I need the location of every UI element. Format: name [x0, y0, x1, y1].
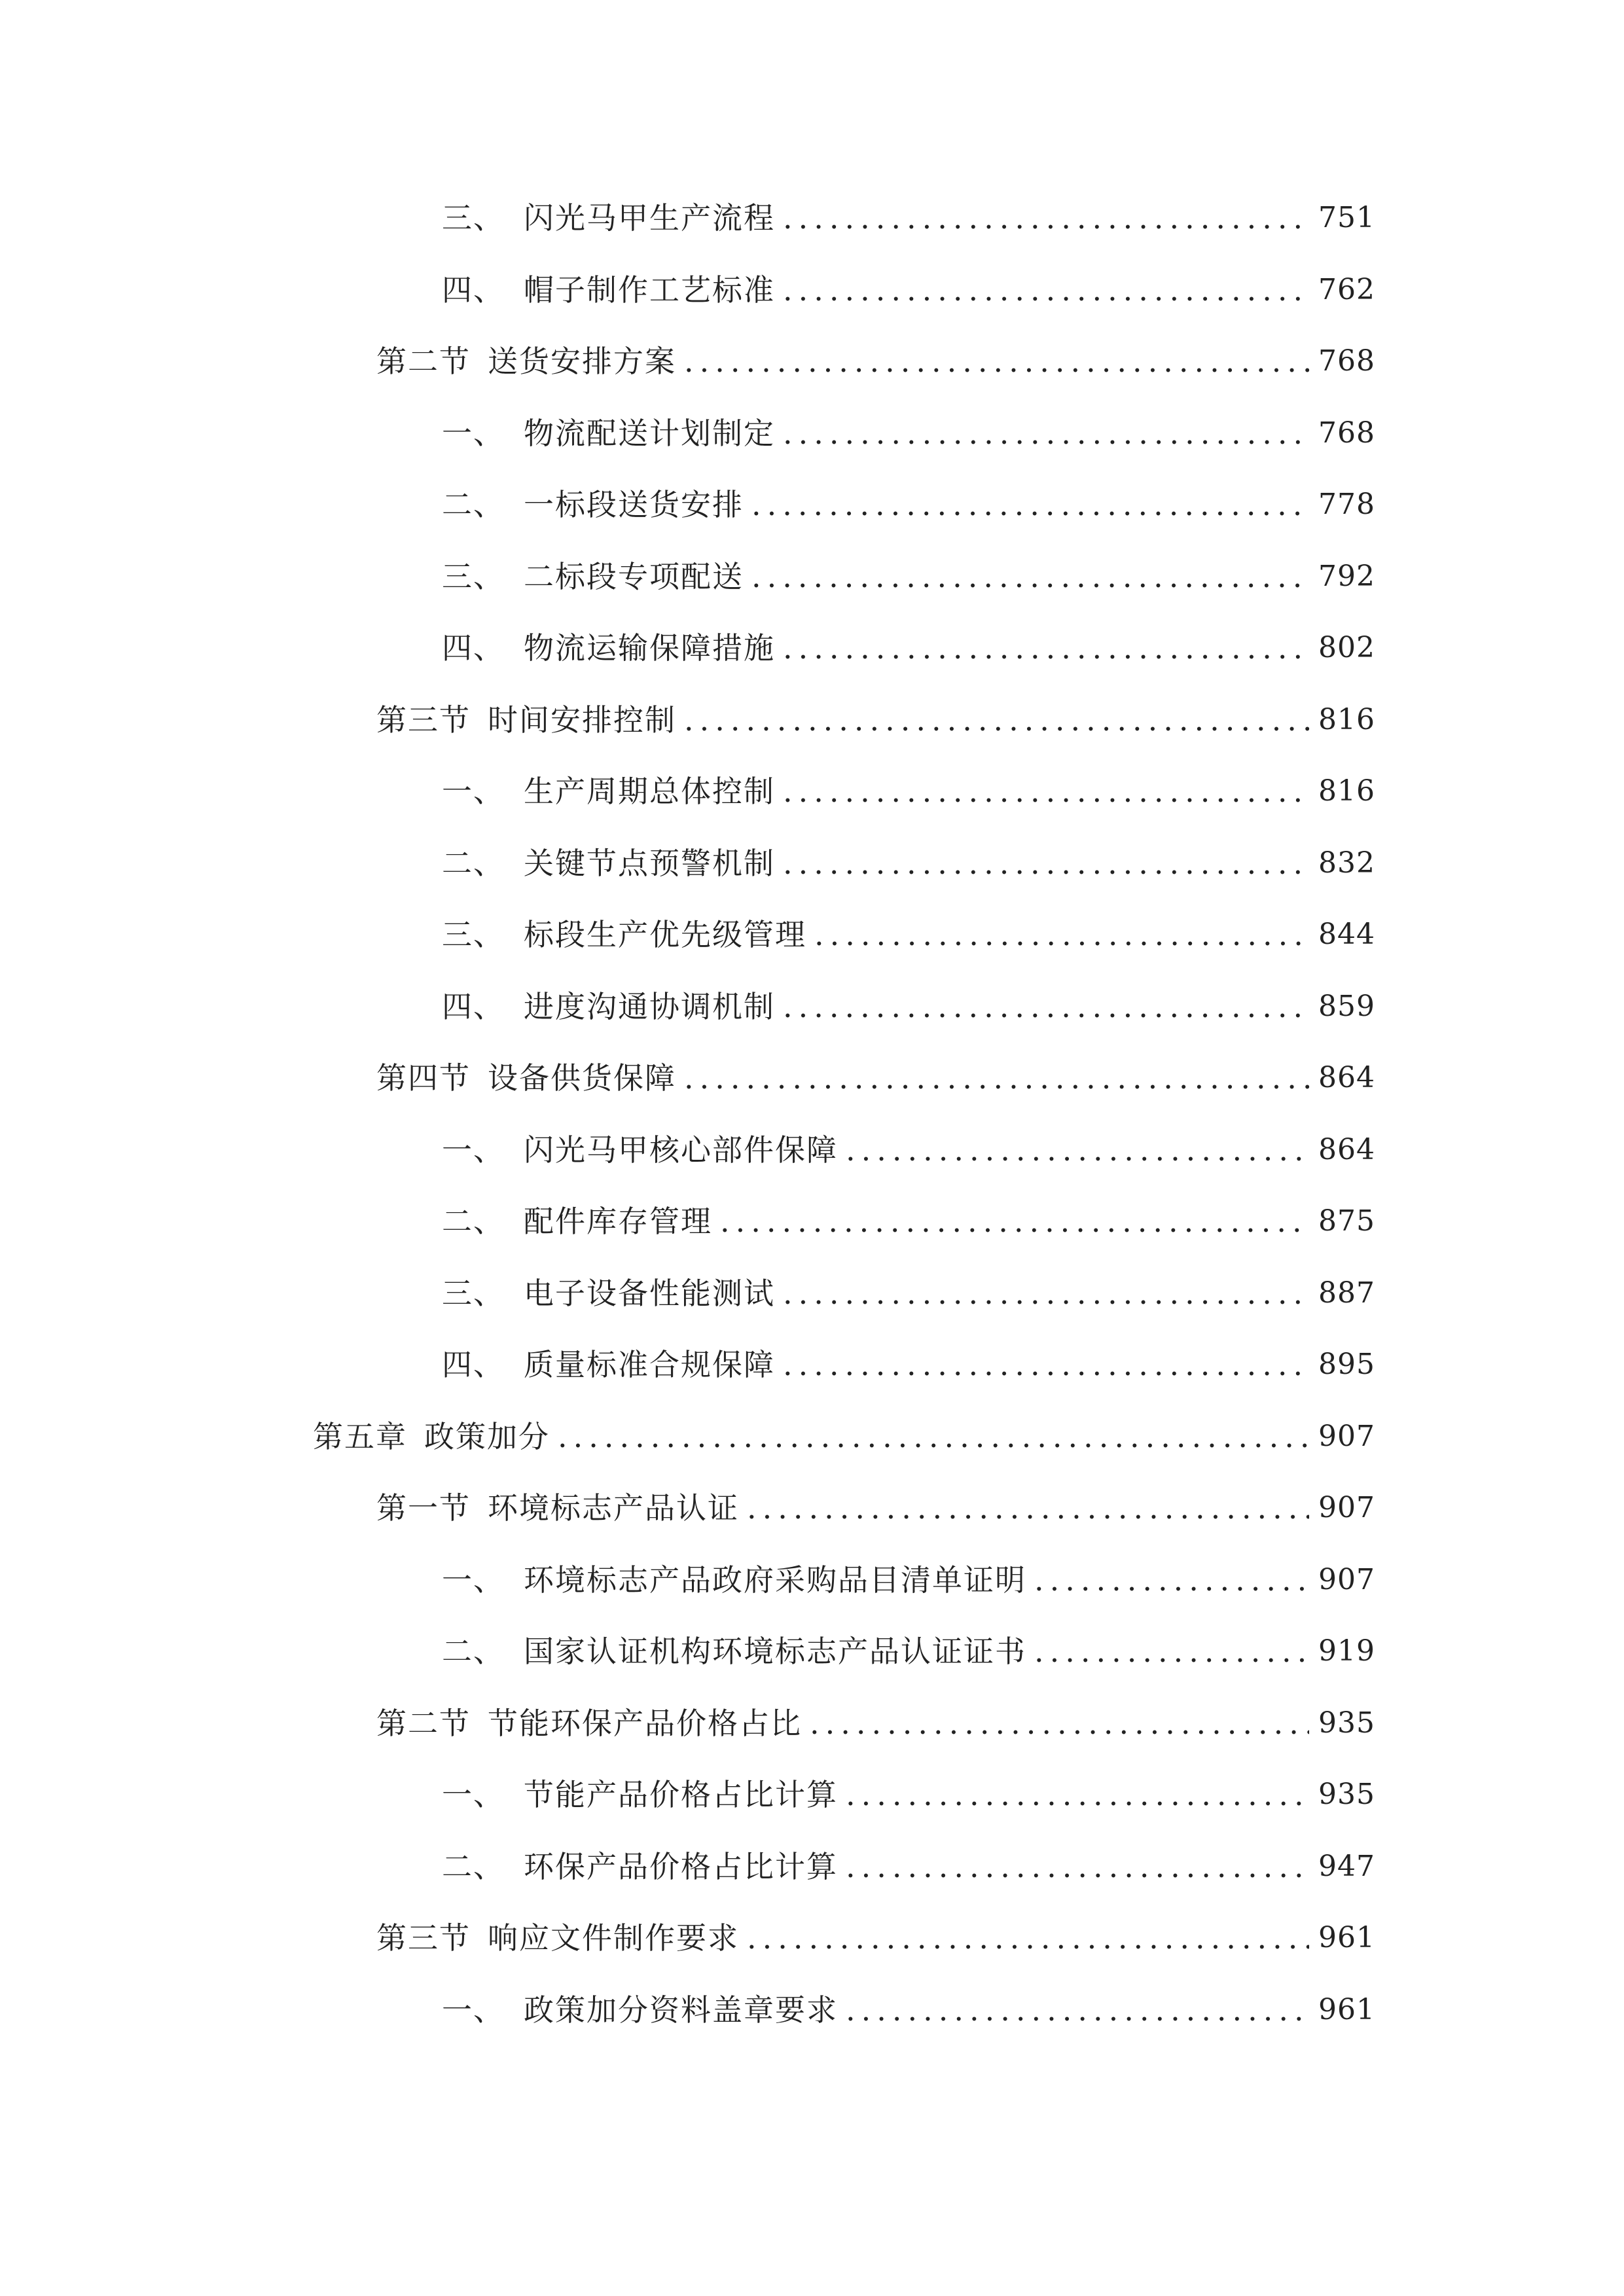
toc-entry[interactable] [442, 554, 1375, 600]
toc-entry-title: 政策加分 [424, 1419, 550, 1454]
toc-entry-number: 二、 [442, 1849, 505, 1884]
toc-entry-number: 第三节 [376, 1920, 471, 1956]
toc-dot-leader [783, 195, 1309, 241]
toc-entry-page: 844 [1318, 918, 1375, 951]
toc-dot-leader [720, 1198, 1309, 1244]
toc-dot-leader [783, 768, 1309, 814]
toc-entry[interactable] [442, 195, 1375, 241]
toc-entry-page: 961 [1318, 1921, 1375, 1954]
toc-entry-number: 第五章 [313, 1419, 407, 1454]
toc-entry-title: 时间安排控制 [488, 702, 676, 738]
toc-entry[interactable] [442, 1342, 1375, 1388]
toc-dot-leader [783, 625, 1309, 671]
toc-entry-page: 751 [1318, 201, 1375, 234]
toc-entry-title: 设备供货保障 [488, 1060, 676, 1096]
toc-entry-title: 响应文件制作要求 [488, 1920, 739, 1956]
toc-entry[interactable] [442, 840, 1375, 886]
toc-entry-title: 环境标志产品政府采购品目清单证明 [524, 1562, 1026, 1598]
toc-entry[interactable] [442, 625, 1375, 671]
toc-entry[interactable] [442, 1628, 1375, 1674]
toc-entry-page: 935 [1318, 1778, 1375, 1811]
toc-entry-page: 762 [1318, 273, 1375, 306]
toc-entry-page: 895 [1318, 1348, 1375, 1381]
toc-dot-leader [846, 1127, 1309, 1173]
toc-dot-leader [783, 1270, 1309, 1316]
toc-entry-page: 907 [1318, 1491, 1375, 1524]
toc-entry-page: 864 [1318, 1133, 1375, 1166]
toc-dot-leader [684, 1055, 1309, 1101]
toc-entry-number: 三、 [442, 1276, 505, 1311]
toc-dot-leader [1034, 1628, 1309, 1674]
toc-entry[interactable] [442, 410, 1375, 456]
toc-entry-title: 物流配送计划制定 [524, 416, 775, 451]
toc-entry-number: 第一节 [376, 1490, 471, 1526]
toc-entry-page: 935 [1318, 1706, 1375, 1740]
toc-entry-number: 四、 [442, 1347, 505, 1382]
toc-entry-number: 一、 [442, 1992, 505, 2028]
toc-dot-leader [783, 410, 1309, 456]
toc-entry-title: 进度沟通协调机制 [524, 989, 775, 1024]
toc-entry-title: 电子设备性能测试 [524, 1276, 775, 1311]
toc-entry-number: 一、 [442, 416, 505, 451]
toc-entry-number: 四、 [442, 272, 505, 308]
toc-entry-title: 政策加分资料盖章要求 [524, 1992, 838, 2028]
toc-entry-number: 第三节 [376, 702, 471, 738]
toc-entry-page: 961 [1318, 1993, 1375, 2026]
toc-entry-page: 816 [1318, 703, 1375, 736]
toc-dot-leader [558, 1414, 1309, 1460]
toc-entry-title: 物流运输保障措施 [524, 630, 775, 666]
toc-entry-number: 二、 [442, 487, 505, 522]
toc-entry[interactable] [442, 768, 1375, 814]
toc-entry[interactable] [442, 1270, 1375, 1316]
toc-entry-number: 一、 [442, 774, 505, 809]
toc-entry[interactable] [376, 1915, 1375, 1961]
toc-entry-title: 关键节点预警机制 [524, 846, 775, 881]
toc-entry-page: 875 [1318, 1204, 1375, 1238]
toc-entry-page: 887 [1318, 1276, 1375, 1310]
toc-entry-title: 国家认证机构环境标志产品认证证书 [524, 1634, 1026, 1669]
toc-entry[interactable] [442, 1772, 1375, 1818]
toc-dot-leader [747, 1915, 1309, 1961]
toc-entry[interactable] [442, 1844, 1375, 1890]
toc-dot-leader [810, 1700, 1309, 1746]
toc-dot-leader [814, 912, 1309, 958]
toc-entry-number: 三、 [442, 917, 505, 952]
toc-entry-number: 三、 [442, 559, 505, 594]
toc-entry-page: 792 [1318, 560, 1375, 593]
toc-dot-leader [783, 984, 1309, 1030]
toc-dot-leader [684, 338, 1309, 384]
toc-entry-title: 配件库存管理 [524, 1204, 712, 1239]
toc-dot-leader [846, 1844, 1309, 1890]
toc-entry-title: 送货安排方案 [488, 344, 676, 379]
toc-entry[interactable] [442, 482, 1375, 528]
toc-entry-page: 907 [1318, 1563, 1375, 1596]
toc-entry-number: 第二节 [376, 344, 471, 379]
toc-entry-number: 二、 [442, 1634, 505, 1669]
toc-entry-title: 生产周期总体控制 [524, 774, 775, 809]
toc-dot-leader [747, 1485, 1309, 1531]
toc-entry-page: 802 [1318, 631, 1375, 664]
toc-entry[interactable] [442, 1987, 1375, 2033]
toc-dot-leader [846, 1772, 1309, 1818]
toc-entry[interactable] [376, 338, 1375, 384]
toc-entry-number: 一、 [442, 1777, 505, 1812]
toc-entry[interactable] [442, 1557, 1375, 1603]
toc-dot-leader [1034, 1557, 1309, 1603]
toc-entry-page: 864 [1318, 1061, 1375, 1094]
toc-entry-number: 一、 [442, 1132, 505, 1168]
toc-entry-title: 环保产品价格占比计算 [524, 1849, 838, 1884]
toc-entry-title: 一标段送货安排 [524, 487, 744, 522]
toc-entry-title: 帽子制作工艺标准 [524, 272, 775, 308]
toc-entry-number: 二、 [442, 1204, 505, 1239]
toc-entry-title: 节能环保产品价格占比 [488, 1706, 802, 1741]
toc-dot-leader [846, 1987, 1309, 2033]
toc-entry[interactable] [442, 267, 1375, 313]
toc-dot-leader [684, 697, 1309, 743]
toc-dot-leader [783, 267, 1309, 313]
toc-entry-page: 947 [1318, 1850, 1375, 1883]
toc-entry[interactable] [376, 1055, 1375, 1101]
toc-dot-leader [751, 482, 1309, 528]
toc-entry-number: 第四节 [376, 1060, 471, 1096]
toc-entry-title: 质量标准合规保障 [524, 1347, 775, 1382]
toc-entry-title: 闪光马甲生产流程 [524, 200, 775, 236]
toc-dot-leader [751, 554, 1309, 600]
toc-entry[interactable] [313, 1414, 1375, 1460]
toc-entry[interactable] [376, 697, 1375, 743]
toc-entry[interactable] [442, 984, 1375, 1030]
toc-entry-title: 节能产品价格占比计算 [524, 1777, 838, 1812]
toc-entry-title: 环境标志产品认证 [488, 1490, 739, 1526]
toc-entry[interactable] [442, 1198, 1375, 1244]
toc-entry-page: 816 [1318, 774, 1375, 808]
toc-dot-leader [783, 840, 1309, 886]
toc-dot-leader [783, 1342, 1309, 1388]
toc-entry-page: 778 [1318, 488, 1375, 521]
toc-entry-page: 832 [1318, 846, 1375, 880]
toc-entry-title: 闪光马甲核心部件保障 [524, 1132, 838, 1168]
toc-entry-number: 三、 [442, 200, 505, 236]
toc-entry[interactable] [442, 912, 1375, 958]
toc-entry[interactable] [442, 1127, 1375, 1173]
toc-entry-title: 标段生产优先级管理 [524, 917, 806, 952]
toc-entry[interactable] [376, 1485, 1375, 1531]
toc-entry-page: 768 [1318, 344, 1375, 378]
toc-entry-number: 四、 [442, 630, 505, 666]
toc-entry-number: 一、 [442, 1562, 505, 1598]
toc-entry[interactable] [376, 1700, 1375, 1746]
toc-entry-title: 二标段专项配送 [524, 559, 744, 594]
toc-entry-page: 859 [1318, 990, 1375, 1023]
toc-entry-number: 四、 [442, 989, 505, 1024]
toc-entry-page: 768 [1318, 416, 1375, 450]
toc-entry-page: 919 [1318, 1634, 1375, 1668]
toc-entry-page: 907 [1318, 1420, 1375, 1453]
toc-entry-number: 第二节 [376, 1706, 471, 1741]
toc-entry-number: 二、 [442, 846, 505, 881]
